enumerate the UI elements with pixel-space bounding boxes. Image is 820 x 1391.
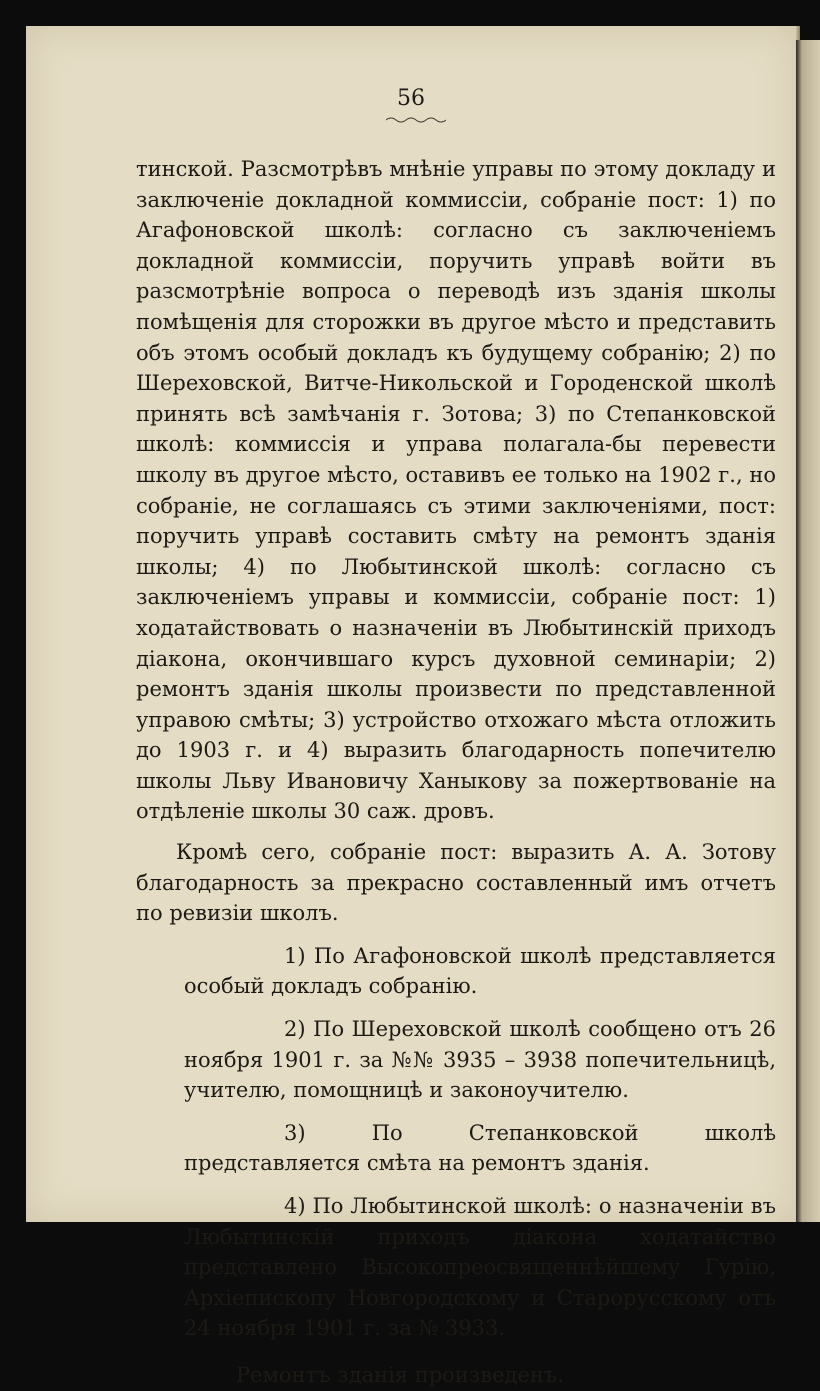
body-text <box>136 154 776 1391</box>
paragraph-gratitude: Кромѣ сего, собраніе пост: выразить А. А. Зотову благодарность за прекрасно составленный имъ отчетъ по ревизіи школъ. <box>136 840 776 926</box>
paragraph-item-3: 3) По Степанковской школѣ представляется смѣта на ремонтъ зданія. <box>184 1120 776 1176</box>
page-number: 56 <box>397 86 425 111</box>
paragraph-closing: Ремонтъ зданія произведенъ. <box>236 1362 564 1387</box>
paragraph-item-4: 4) По Любытинской школѣ: о назначеніи въ Любытинскій приходъ діакона ходатайство представлено Высокопреосвященнѣйшему Гурію, Архіепископу Новгородскому и Старорусскому отъ 24 ноября 1901 г. за № 3933. <box>184 1194 776 1341</box>
ornament-squiggle <box>386 116 446 124</box>
document-page <box>26 26 796 1387</box>
adjacent-page-edge <box>796 40 820 1222</box>
paragraph-item-1: 1) По Агафоновской школѣ представляется особый докладъ собранію. <box>184 943 776 999</box>
paragraph-item-2: 2) По Шереховской школѣ сообщено отъ 26 ноября 1901 г. за №№ 3935 – 3938 попечительницѣ, учителю, помощницѣ и законоучителю. <box>184 1017 776 1103</box>
paragraph-main: тинской. Разсмотрѣвъ мнѣніе управы по этому докладу и заключеніе докладной коммиссіи, собраніе пост: 1) по Агафоновской школѣ: согласно съ заключеніемъ докладной коммиссіи, поручить управѣ войти въ разсмотрѣніе вопроса о переводѣ изъ зданія школы помѣщенія для сторожки въ другое мѣсто и представить объ этомъ особый докладъ къ будущему собранію; 2) по Шереховской, Витче-Никольской и Городенской школѣ принять всѣ замѣчанія г. Зотова; 3) по Степанковской школѣ: коммиссія и управа полагала-бы перевести школу въ другое мѣсто, оставивъ ее только на 1902 г., но собраніе, не соглашаясь съ этими заключеніями, пост: поручить управѣ составить смѣту на ремонтъ зданія школы; 4) по Любытинской школѣ: согласно съ заключеніемъ управы и коммиссіи, собраніе пост: 1) ходатайствовать о назначеніи въ Любытинскій приходъ діакона, окончившаго курсъ духовной семинаріи; 2) ремонтъ зданія школы произвести по представленной управою смѣты; 3) устройство отхожаго мѣста отложить до 1903 г. и 4) выразить благодарность попечителю школы Льву Ивановичу Ханыкову за пожертвованіе на отдѣленіе школы 30 саж. дровъ. <box>136 157 776 824</box>
